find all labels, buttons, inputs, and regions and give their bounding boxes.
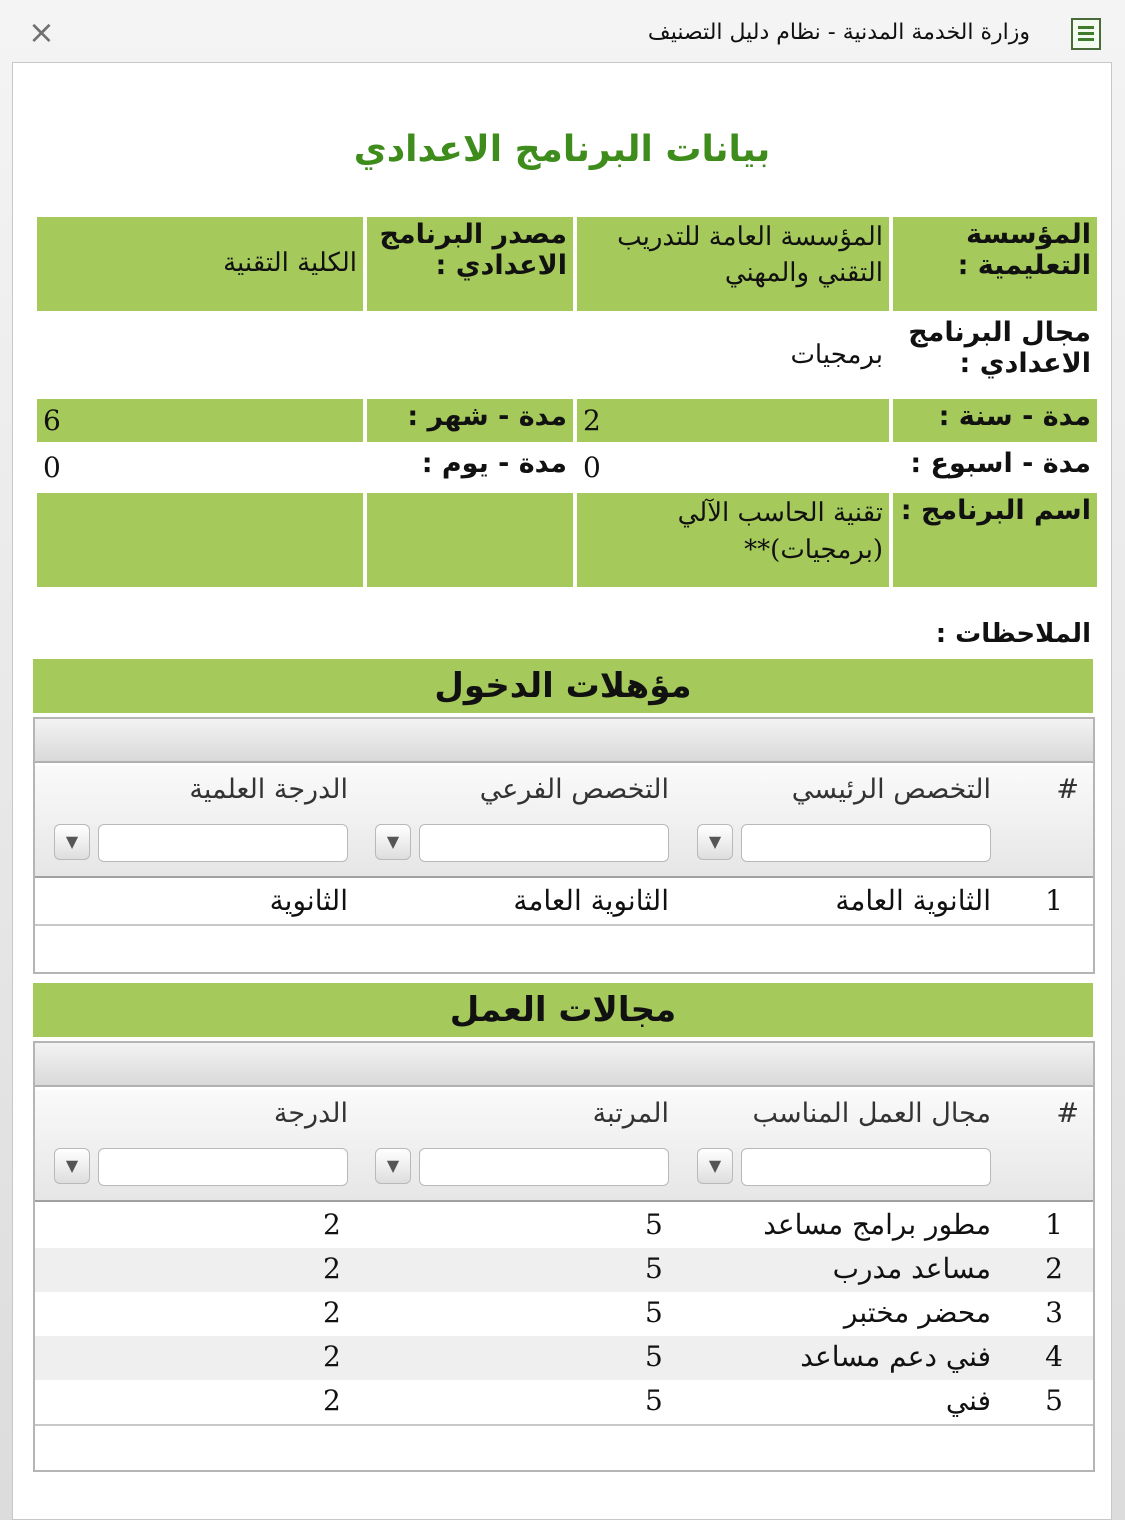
- years-label: مدة - سنة :: [893, 399, 1097, 442]
- table-row[interactable]: [35, 1380, 1093, 1424]
- col-main-specialty[interactable]: التخصص الرئيسي: [791, 774, 991, 805]
- grid-empty-row: [35, 924, 1093, 972]
- document-list-icon: [1071, 18, 1101, 50]
- institution-value: المؤسسة العامة للتدريب التقني والمهني: [577, 217, 889, 311]
- filter-input[interactable]: [419, 1148, 669, 1186]
- row-field: فني دعم مساعد: [800, 1340, 991, 1373]
- col-rank[interactable]: المرتبة: [592, 1098, 669, 1129]
- filter-input[interactable]: [741, 824, 991, 862]
- col-degree[interactable]: الدرجة العلمية: [189, 774, 348, 805]
- filter-sub: [375, 824, 669, 862]
- row-number: 1: [1045, 1208, 1063, 1241]
- source-label: مصدر البرنامج الاعدادي :: [367, 217, 573, 311]
- institution-label: المؤسسة التعليمية :: [893, 217, 1097, 311]
- row-rank: 5: [645, 1296, 663, 1329]
- table-row[interactable]: [35, 1204, 1093, 1248]
- col-sub-specialty[interactable]: التخصص الفرعي: [479, 774, 669, 805]
- col-work-field[interactable]: مجال العمل المناسب: [752, 1098, 991, 1129]
- months-value: 6: [37, 399, 363, 442]
- row-main: الثانوية العامة: [835, 884, 991, 917]
- work-fields-grid: [33, 1041, 1095, 1472]
- filter-input[interactable]: [741, 1148, 991, 1186]
- filter-icon[interactable]: ▼: [375, 824, 411, 860]
- months-label: مدة - شهر :: [367, 399, 573, 442]
- years-value: 2: [577, 399, 889, 442]
- grid-header: [35, 1087, 1093, 1202]
- entry-qualifications-header: مؤهلات الدخول: [33, 659, 1093, 713]
- window-title: وزارة الخدمة المدنية - نظام دليل التصنيف: [647, 20, 1030, 45]
- source-value: الكلية التقنية: [37, 217, 363, 311]
- filter-icon[interactable]: ▼: [375, 1148, 411, 1184]
- title-bar: [0, 6, 1125, 62]
- row-field: مطور برامج مساعد: [763, 1208, 991, 1241]
- days-value: 0: [43, 451, 61, 485]
- work-fields-header: مجالات العمل: [33, 983, 1093, 1037]
- filter-degree: [54, 824, 348, 862]
- program-info-table: [33, 213, 1101, 591]
- grid-toolbar: [35, 1043, 1093, 1087]
- filter-icon[interactable]: ▼: [54, 824, 90, 860]
- row-rank: 5: [645, 1252, 663, 1285]
- weeks-label: مدة - اسبوع :: [910, 448, 1091, 480]
- row-field: محضر مختبر: [843, 1296, 991, 1329]
- filter-work-field: [697, 1148, 991, 1186]
- grid-toolbar: [35, 719, 1093, 763]
- table-row[interactable]: [35, 1292, 1093, 1336]
- col-number: #: [1056, 774, 1079, 805]
- filter-icon[interactable]: ▼: [697, 1148, 733, 1184]
- table-row[interactable]: [35, 1336, 1093, 1380]
- notes-label: الملاحظات :: [935, 619, 1091, 649]
- row-rank: 5: [645, 1340, 663, 1373]
- row-field: مساعد مدرب: [832, 1252, 991, 1285]
- program-name-value: تقنية الحاسب الآلي (برمجيات)**: [577, 493, 889, 587]
- entry-qualifications-grid: [33, 717, 1095, 974]
- filter-main: [697, 824, 991, 862]
- row-number: 2: [1045, 1252, 1063, 1285]
- row-sub: الثانوية العامة: [513, 884, 669, 917]
- row-grade: 2: [323, 1296, 341, 1329]
- filter-input[interactable]: [98, 1148, 348, 1186]
- filter-input[interactable]: [98, 824, 348, 862]
- weeks-value: 0: [583, 451, 601, 485]
- page-title: بيانات البرنامج الاعدادي: [353, 129, 771, 170]
- row-rank: 5: [645, 1384, 663, 1417]
- row-degree: الثانوية: [269, 884, 348, 917]
- table-row[interactable]: [35, 1248, 1093, 1292]
- row-grade: 2: [323, 1252, 341, 1285]
- row-grade: 2: [323, 1384, 341, 1417]
- grid-header: [35, 763, 1093, 878]
- filter-rank: [375, 1148, 669, 1186]
- row-number: 5: [1045, 1384, 1063, 1417]
- filter-icon[interactable]: ▼: [54, 1148, 90, 1184]
- close-icon[interactable]: ×: [28, 13, 55, 51]
- col-grade[interactable]: الدرجة: [273, 1098, 348, 1129]
- col-number: #: [1056, 1098, 1079, 1129]
- filter-input[interactable]: [419, 824, 669, 862]
- row-number: 1: [1045, 884, 1063, 917]
- row-number: 4: [1045, 1340, 1063, 1373]
- table-row[interactable]: [35, 880, 1093, 924]
- filter-icon[interactable]: ▼: [697, 824, 733, 860]
- program-name-label: اسم البرنامج :: [893, 493, 1097, 587]
- field-label: مجال البرنامج الاعدادي :: [908, 317, 1091, 379]
- grid-empty-row: [35, 1424, 1093, 1470]
- days-label: مدة - يوم :: [421, 448, 567, 480]
- row-number: 3: [1045, 1296, 1063, 1329]
- filter-grade: [54, 1148, 348, 1186]
- row-grade: 2: [323, 1340, 341, 1373]
- content-panel: [12, 62, 1112, 1520]
- field-value: برمجيات: [790, 340, 883, 370]
- row-field: فني: [945, 1384, 991, 1417]
- row-rank: 5: [645, 1208, 663, 1241]
- row-grade: 2: [323, 1208, 341, 1241]
